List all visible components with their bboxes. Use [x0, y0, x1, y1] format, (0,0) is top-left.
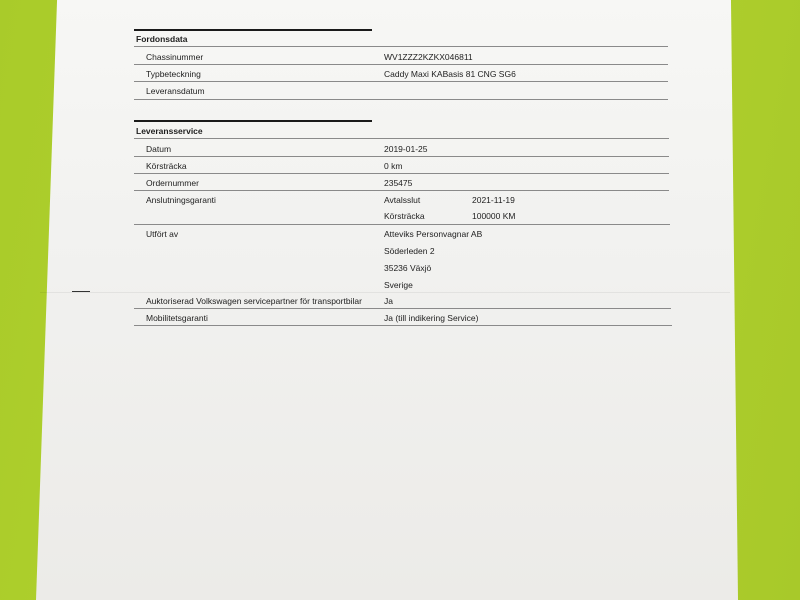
section-heading-leveransservice: Leveransservice — [136, 126, 203, 136]
section-bar-fordonsdata — [134, 29, 372, 31]
row-rule — [134, 138, 669, 139]
label-garanti-korstracka: Körsträcka — [384, 211, 425, 221]
row-rule — [134, 46, 668, 47]
value-korstracka: 0 km — [384, 161, 403, 171]
row-rule — [134, 308, 671, 309]
label-mobilitetsgaranti: Mobilitetsgaranti — [146, 313, 208, 323]
row-rule — [134, 99, 668, 100]
value-ordernummer: 235475 — [384, 178, 413, 188]
value-utfort-av-street: Söderleden 2 — [384, 246, 435, 256]
value-garanti-korstracka: 100000 KM — [472, 211, 516, 221]
row-rule — [134, 81, 668, 82]
label-chassinummer: Chassinummer — [146, 52, 204, 62]
label-auktoriserad: Auktoriserad Volkswagen servicepartner för transportbilar — [146, 296, 362, 306]
label-leveransdatum: Leveransdatum — [146, 86, 205, 96]
value-utfort-av-country: Sverige — [384, 280, 413, 290]
value-utfort-av-name: Atteviks Personvagnar AB — [384, 229, 483, 239]
row-rule — [134, 156, 669, 157]
label-anslutningsgaranti: Anslutningsgaranti — [146, 195, 216, 205]
label-korstracka: Körsträcka — [146, 161, 187, 171]
value-chassinummer: WV1ZZZ2KZKX046811 — [384, 52, 473, 62]
label-ordernummer: Ordernummer — [146, 178, 199, 188]
label-avtalsslut: Avtalsslut — [384, 195, 421, 205]
value-datum: 2019-01-25 — [384, 144, 428, 154]
value-auktoriserad: Ja — [384, 296, 393, 306]
row-rule — [134, 325, 672, 326]
value-typbeteckning: Caddy Maxi KABasis 81 CNG SG6 — [384, 69, 516, 79]
label-typbeteckning: Typbeteckning — [146, 69, 201, 79]
row-rule — [134, 64, 668, 65]
section-heading-fordonsdata: Fordonsdata — [136, 34, 188, 44]
section-bar-leveransservice — [134, 120, 372, 122]
row-rule — [134, 224, 670, 225]
value-avtalsslut: 2021-11-19 — [472, 195, 515, 205]
label-datum: Datum — [146, 144, 172, 154]
row-rule — [134, 190, 669, 191]
value-utfort-av-city: 35236 Växjö — [384, 263, 432, 273]
value-mobilitetsgaranti: Ja (till indikering Service) — [384, 313, 479, 323]
label-utfort-av: Utfört av — [146, 229, 179, 239]
row-rule — [134, 173, 669, 174]
